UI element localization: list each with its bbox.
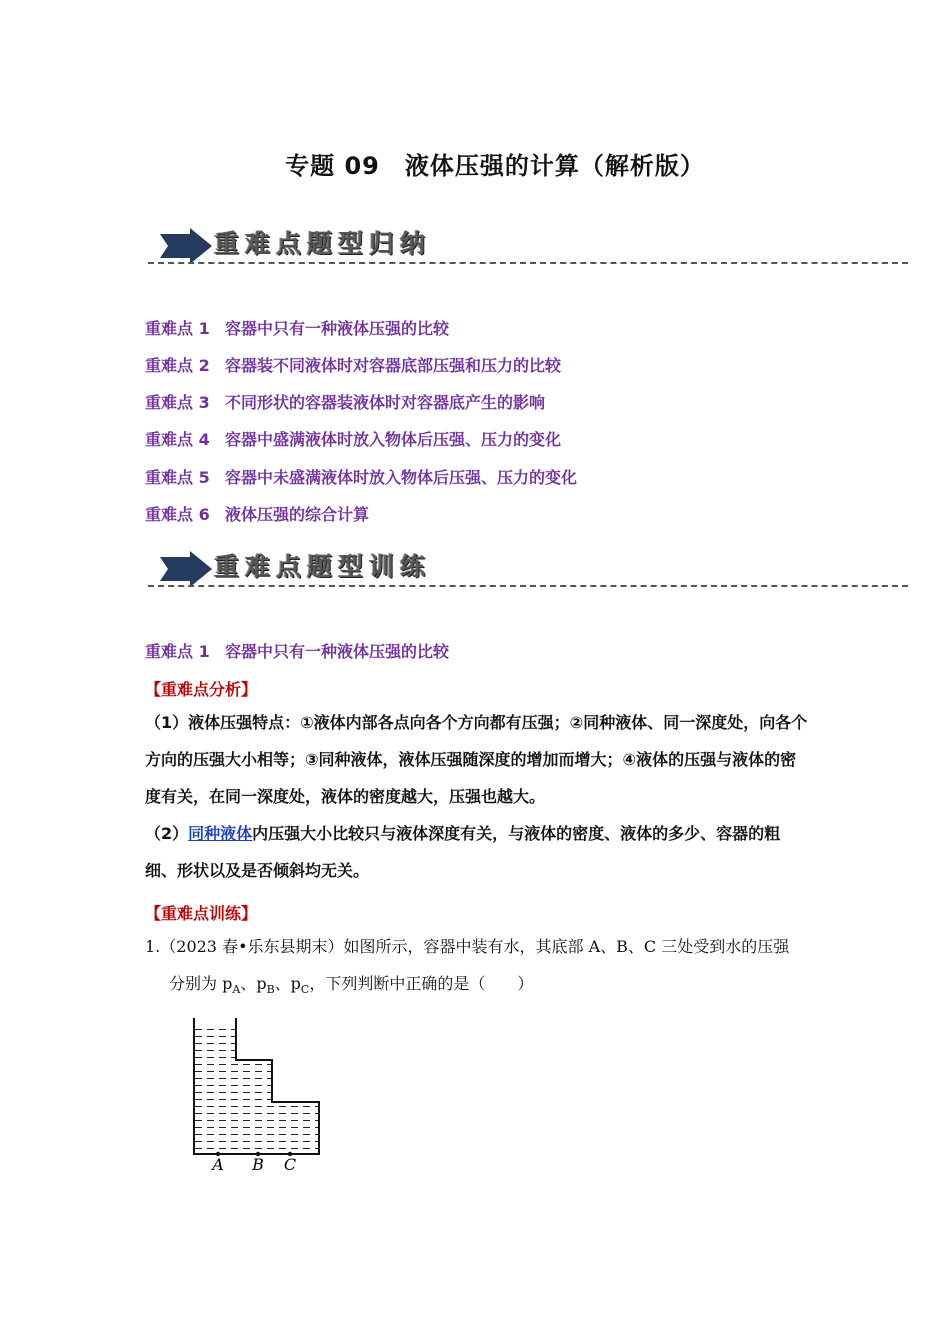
toc-item[interactable]: 重难点 1 容器中只有一种液体压强的比较 xyxy=(145,319,450,338)
banner-summary xyxy=(148,222,913,274)
toc-item[interactable]: 重难点 5 容器中未盛满液体时放入物体后压强、压力的变化 xyxy=(145,468,578,487)
analysis-paragraph-2: （2）同种液体内压强大小比较只与液体深度有关，与液体的密度、液体的多少、容器的粗细、形状以及是否倾斜均无关。 xyxy=(145,824,781,880)
toc-item[interactable]: 重难点 3 不同形状的容器装液体时对容器底产生的影响 xyxy=(145,393,546,412)
label-a: A xyxy=(212,1155,224,1174)
label-c: C xyxy=(283,1155,297,1174)
label-b: B xyxy=(252,1155,264,1174)
toc-item[interactable]: 重难点 2 容器装不同液体时对容器底部压强和压力的比较 xyxy=(145,356,562,375)
divider xyxy=(148,585,908,587)
analysis-title: 【重难点分析】 xyxy=(145,680,258,699)
toc-item[interactable]: 重难点 4 容器中盛满液体时放入物体后压强、压力的变化 xyxy=(145,430,562,449)
water xyxy=(194,1028,318,1152)
link-same-liquid[interactable]: 同种液体 xyxy=(188,824,253,843)
analysis-paragraph-1: （1）液体压强特点：①液体内部各点向各个方向都有压强；②同种液体、同一深度处，向各个方向的压强大小相等；③同种液体，液体压强随深度的增加而增大；④液体的压强与液体的密度有关，在同一深度处，液体的密度越大，压强也越大。 xyxy=(145,713,808,806)
banner-title: 重难点题型训练 xyxy=(214,552,432,581)
toc-item[interactable]: 重难点 6 液体压强的综合计算 xyxy=(145,505,370,524)
arrow-icon xyxy=(160,228,212,264)
page-title: 专题 09 液体压强的计算（解析版） xyxy=(285,152,705,180)
section-heading: 重难点 1 容器中只有一种液体压强的比较 xyxy=(145,642,450,661)
question-text-line2: 分别为 $p_A$、$p_B$、$p_C$，下列判断中正确的是（ ） xyxy=(169,974,534,997)
arrow-icon xyxy=(160,551,212,587)
question-1 xyxy=(145,928,815,1008)
banner-title: 重难点题型归纳 xyxy=(214,229,432,258)
divider xyxy=(148,262,908,264)
question-text: 1.（2023 春•乐东县期末）如图所示，容器中装有水，其底部 A、B、C 三处受到水的压强 xyxy=(145,937,790,956)
banner-training xyxy=(148,545,913,597)
container-figure xyxy=(182,1012,332,1177)
training-title: 【重难点训练】 xyxy=(145,904,258,923)
